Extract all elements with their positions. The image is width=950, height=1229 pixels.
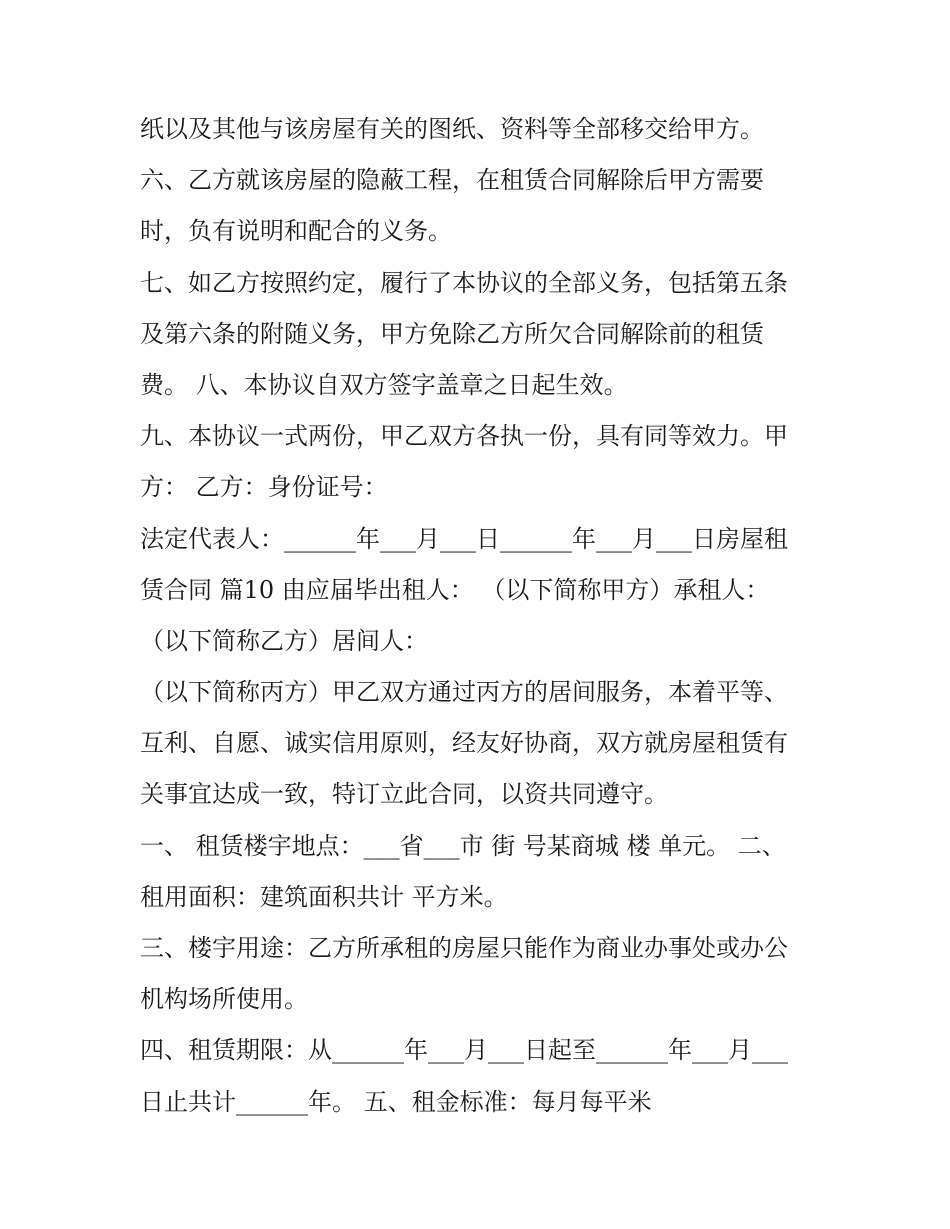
text-line: 方： 乙方：身份证号：	[140, 473, 388, 502]
text-line: 租用面积：建筑面积共计 平方米。	[140, 882, 508, 911]
text-line: 费。 八、本协议自双方签字盖章之日起生效。	[140, 370, 628, 399]
text-line: 关事宜达成一致，特订立此合同，以资共同遵守。	[140, 780, 668, 809]
text-line: 时，负有说明和配合的义务。	[140, 217, 452, 246]
text-line: 九、本协议一式两份，甲乙双方各执一份，具有同等效力。甲	[140, 422, 788, 451]
contract-text	[140, 104, 840, 1128]
text-line: 日止共计______年。 五、租金标准：每月每平米	[140, 1087, 652, 1116]
text-line: 及第六条的附随义务，甲方免除乙方所欠合同解除前的租赁	[140, 319, 764, 348]
text-line: 一、 租赁楼宇地点：___省___市 街 号某商城 楼 单元。 二、	[140, 831, 786, 860]
text-line: （以下简称乙方）居间人：	[140, 626, 428, 655]
text-line: 四、租赁期限：从______年___月___日起至______年___月___	[140, 1036, 788, 1065]
text-line: 三、楼宇用途：乙方所承租的房屋只能作为商业办事处或办公	[140, 934, 788, 962]
text-line: 七、如乙方按照约定，履行了本协议的全部义务，包括第五条	[140, 268, 788, 297]
text-line: 纸以及其他与该房屋有关的图纸、资料等全部移交给甲方。	[140, 115, 764, 143]
text-line: 机构场所使用。	[140, 985, 308, 1014]
text-line: （以下简称丙方）甲乙双方通过丙方的居间服务，本着平等、	[140, 678, 788, 707]
text-line: 法定代表人：______年___月___日______年___月___日房屋租	[140, 524, 788, 553]
text-line: 互利、自愿、诚实信用原则，经友好协商，双方就房屋租赁有	[140, 729, 788, 758]
text-line: 六、乙方就该房屋的隐蔽工程，在租赁合同解除后甲方需要	[140, 166, 764, 195]
text-line: 赁合同 篇10 由应届毕出租人： （以下简称甲方）承租人：	[140, 575, 770, 604]
